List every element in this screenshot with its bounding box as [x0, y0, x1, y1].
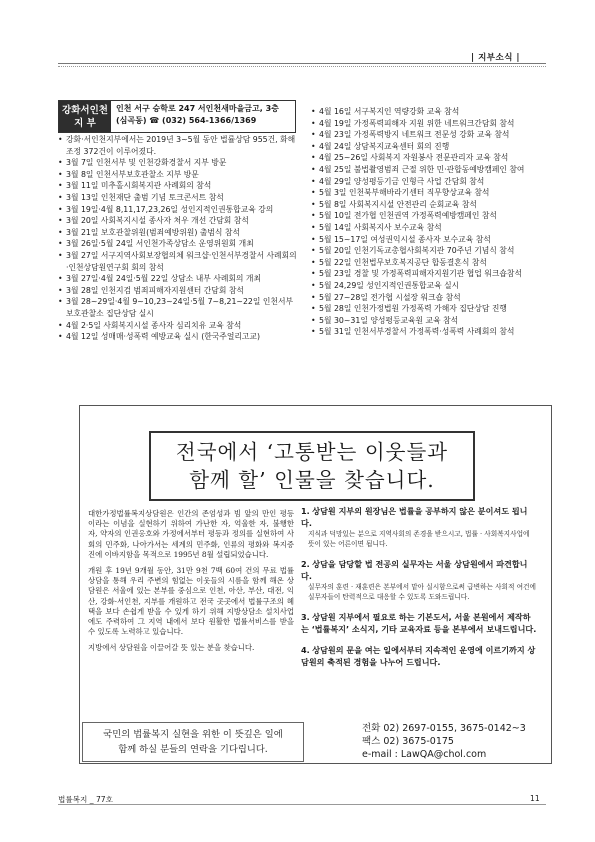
point-sub: 지식과 덕망있는 분으로 지역사회의 존경을 받으시고, 법률 · 사회복지사업에 뜻이 있는 어른이면 됩니다.: [308, 530, 530, 548]
list-item: • 3월 21일 보호관찰위원(범죄예방위원) 출범식 참석: [58, 227, 298, 239]
activity-list-right: [311, 106, 547, 338]
branch-address-line2: (심곡동) ☎ (032) 564-1366/1369: [116, 116, 257, 125]
list-item: • 3월 13일 인천재단 출범 기념 토크콘서트 참석: [58, 192, 298, 204]
list-item: • 4월 2·5일 사회복지시설 종사자 심리치유 교육 참석: [58, 320, 298, 332]
list-item: • 5월 8일 사회복지시설 안전관리 순회교육 참석: [311, 199, 547, 211]
point-item: [301, 611, 537, 635]
list-item: • 4월 19일 가정폭력피해자 지원 위한 네트워크간담회 참석: [311, 118, 547, 130]
list-item: • 3월 7일 인천서부 및 인천강화경찰서 지부 방문: [58, 157, 298, 169]
point-item: [301, 644, 537, 668]
branch-label: [59, 101, 111, 132]
point-sub: 실무자의 훈련 · 재훈련은 본부에서 맡아 실시함으로써 급변하는 사회적 여건에 실무자들이 탄력적으로 대응할 수 있도록 도와드립니다.: [308, 583, 536, 601]
point-item: [301, 505, 537, 549]
list-item: • 5월 3일 인천북부해바라기센터 직무향상교육 참석: [311, 187, 547, 199]
list-item: • 3월 11일 미추홀시회복지관 사례회의 참석: [58, 180, 298, 192]
list-item: • 4월 25~26일 사회복지 자원봉사 전문관리자 교육 참석: [311, 152, 547, 164]
point-number: 2.: [301, 559, 310, 569]
contact-email[interactable]: e-mail : LawQA@chol.com: [362, 749, 487, 760]
contact-message-box: [82, 722, 304, 762]
point-number: 4.: [301, 645, 310, 655]
page-number: 11: [530, 794, 540, 803]
list-item: • 4월 24일 상담복지교육센터 회의 진행: [311, 141, 547, 153]
list-item: • 3월 27일·4월 24일·5월 22일 상담소 내부 사례회의 개최: [58, 273, 298, 285]
list-item: • 3월 8일 인천서부보호관찰소 지부 방문: [58, 169, 298, 181]
list-item: • 3월 19일·4월 8,11,17,23,26일 성인지적인권통합교육 강의: [58, 204, 298, 216]
activity-list-left: [58, 134, 298, 343]
campaign-headline: [149, 431, 475, 501]
list-item: • 5월 30~31일 양성평등교육원 교육 참석: [311, 315, 547, 327]
list-item: • 5월 27~28일 전가협 시설장 워크숍 참석: [311, 292, 547, 304]
campaign-points: [301, 505, 537, 677]
branch-address: [111, 101, 295, 132]
intro-paragraph: 개원 후 19년 9개월 동안, 31만 9천 7백 60여 건의 무료 법률상담을 통해 우리 주변의 힘없는 이웃들의 시름을 함께 해온 상담원은 서울에 있는 본부를 중심으로 인천, 아산, 부산, 대전, 익산, 강화·서인천, 지부를 개원하고 전국 곳곳에서 법률구조의 혜택을 보다 손쉽게 받을 수 있게 하기 위해 지방상담소 설치사업에도 주력하여 그 지역 내에서 보다 원활한 법률서비스를 받을 수 있도록 노력하고 있습니다.: [88, 566, 294, 637]
list-item: • 3월 20일 사회복지시설 종사자 처우 개선 간담회 참석: [58, 215, 298, 227]
list-item: • 3월 28일 인천지검 범죄피해자지원센터 간담회 참석: [58, 285, 298, 297]
header-rule: [58, 63, 546, 64]
section-tag: | 지부소식 |: [471, 53, 520, 63]
contact-info: [362, 722, 526, 761]
list-item: • 5월 22일 인천법무보호복지공단 합동결혼식 참석: [311, 257, 547, 269]
headline-line2: 함께 할’ 인물을 찾습니다.: [189, 468, 435, 492]
list-item: • 5월 14일 사회복지사 보수교육 참석: [311, 222, 547, 234]
headline-line1: 전국에서 ‘고통받는 이웃들과: [175, 440, 449, 464]
list-item: • 4월 25일 불법촬영범죄 근절 위한 민·관합동예방캠페인 참여: [311, 164, 547, 176]
campaign-intro: [88, 509, 294, 660]
point-main: 상담원의 문을 여는 일에서부터 지속적인 운영에 이르기까지 상담원의 축적된 경험을 나누어 드립니다.: [301, 645, 536, 667]
intro-paragraph: 대한가정법률복지상담원은 인간의 존엄성과 빔 앞의 만인 평등이라는 이념을 실현하기 위하여 가난한 자, 억울한 자, 불행한 자, 약자의 인권옹호와 가정에서부터 평등과 정의를 실현하여 사회의 민주화, 나아가서는 세계의 민주화, 인류의 평화와 복지증진에 이바지함을 목적으로 1995년 8월 설립되었습니다.: [88, 509, 294, 559]
contact-message-line2: 함께 하실 분들의 연락을 기다립니다.: [118, 744, 268, 755]
list-item: • 5월 28일 인천가정법원 가정폭력 가해자 집단상담 진행: [311, 303, 547, 315]
list-item: • 5월 20일 인천기독교총협사회복지관 70주년 기념식 참석: [311, 245, 547, 257]
list-item: • 강화·서인천지부에서는 2019년 3~5월 동안 법률상담 955건, 화해조정 372건이 이루어졌다.: [58, 134, 298, 157]
point-main: 상담을 담당할 법 전공의 실무자는 서울 상담원에서 파견합니다.: [301, 559, 528, 581]
list-item: • 3월 28~29일·4월 9~10,23~24일·5월 7~8,21~22일 인천서부보호관찰소 집단상담 실시: [58, 296, 298, 319]
contact-phone: 전화 02) 2697-0155, 3675-0142~3: [362, 723, 526, 734]
list-item: • 3월 26일·5월 24일 서인천가족상담소 운영위원회 개최: [58, 238, 298, 250]
list-item: • 4월 12일 성매매·성폭력 예방교육 실시 (한국주얼리고교): [58, 331, 298, 343]
branch-address-line1: 인천 서구 승학로 247 서인천새마을금고, 3층: [116, 104, 279, 113]
list-item: • 5월 24,29일 성인지적인권통합교육 실시: [311, 280, 547, 292]
list-item: • 3월 27일 서구지역사회보장협의체 워크샵·인천서부경찰서 사례회의·인천상담원연구회 회의 참석: [58, 250, 298, 273]
list-item: • 4월 16일 서구복지인 역량강화 교육 참석: [311, 106, 547, 118]
branch-label-line1: 강화서인천: [62, 104, 108, 116]
point-number: 3.: [301, 612, 310, 622]
point-item: [301, 558, 537, 602]
contact-message-line1: 국민의 법률복지 실현을 위한 이 뜻깊은 일에: [103, 729, 283, 740]
point-main: 상담원 지부의 원장님은 법률을 공부하지 않은 분이셔도 됩니다.: [301, 506, 528, 528]
list-item: • 5월 15~17일 여성권익시설 종사자 보수교육 참석: [311, 234, 547, 246]
footer-rule: [58, 804, 546, 805]
list-item: • 4월 29일 양성평등기금 인형극 사업 간담회 참석: [311, 176, 547, 188]
list-item: • 5월 10일 전가협 인천권역 가정폭력예방캠페인 참석: [311, 210, 547, 222]
contact-fax: 팩스 02) 3675-0175: [362, 736, 454, 747]
header-dotted-rule: [58, 66, 546, 67]
list-item: • 4월 23일 가정폭력방지 네트워크 전문성 강화 교육 참석: [311, 129, 547, 141]
branch-label-line2: 지 부: [74, 117, 96, 129]
branch-header: [58, 100, 296, 133]
intro-paragraph: 지방에서 상담원을 이끌어갈 뜻 있는 분을 찾습니다.: [88, 643, 255, 653]
list-item: • 5월 23일 경찰 및 가정폭력피해자지원기관 협업 워크숍참석: [311, 268, 547, 280]
point-main: 상담원 지부에서 필요로 하는 기본도서, 서울 본원에서 제작하는 ‘법률복지’ 소식지, 기타 교육자료 등을 본부에서 보내드립니다.: [301, 612, 537, 634]
footer-publication: 법률복지 _ 77호: [58, 795, 113, 804]
point-number: 1.: [301, 506, 310, 516]
list-item: • 5월 31일 인천서부경찰서 가정폭력·성폭력 사례회의 참석: [311, 326, 547, 338]
